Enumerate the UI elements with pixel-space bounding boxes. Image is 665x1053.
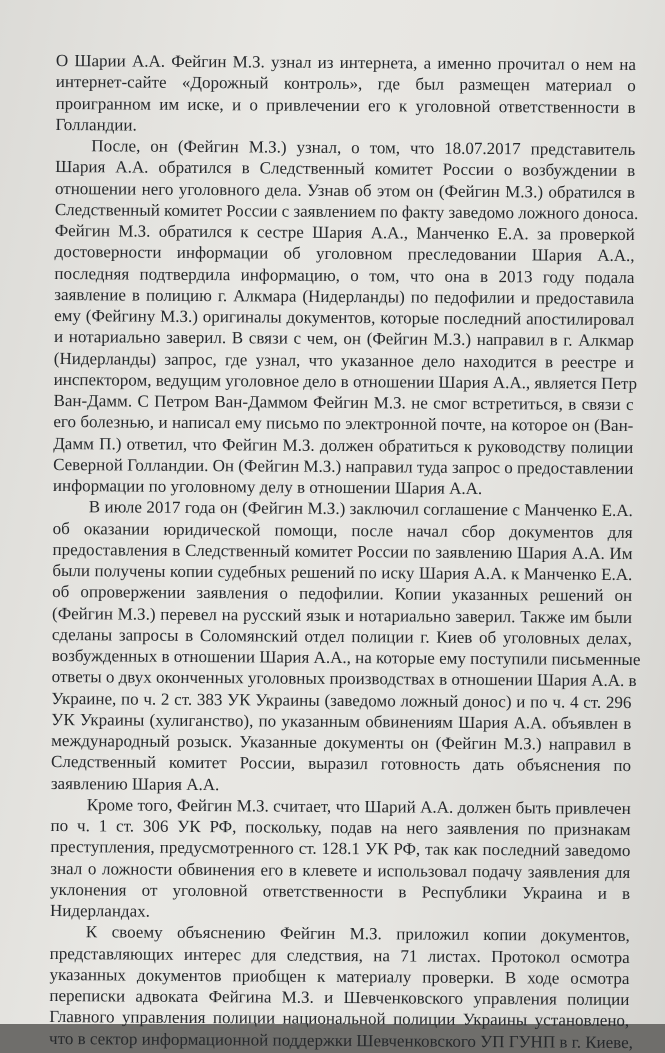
- text-line: сделаны запросы в Соломянский отдел полиции г. Киев об уголовных делах,: [51, 624, 632, 648]
- text-line: ему (Фейгину М.З.) оригиналы документов, которые последний апостилировал: [54, 305, 635, 330]
- text-line: Нидерландах.: [49, 900, 150, 921]
- text-line: УК Украины (хулиганство), по указанным обвинениям Шария А.А. объявлен в: [51, 709, 632, 733]
- text-line: достоверности информации об уголовном преследовании Шария А.А.,: [54, 242, 635, 266]
- text-line: знал о ложности обвинения его в клевете и использовал подачу заявления для: [50, 858, 631, 882]
- text-line: Ван-Дамм. С Петром Ван-Даммом Фейгин М.З. не смог встретиться, в связи с: [53, 390, 634, 415]
- text-line: К своему объяснению Фейгин М.З. приложил копии документов,: [85, 922, 630, 946]
- text-line: последняя подтвердила информацию, о том, что она в 2013 году подала: [54, 263, 635, 287]
- text-line: были получены копии судебных решений по иску Шария А.А. к Манченко Е.А.: [52, 560, 633, 585]
- text-line: Следственный комитет России с заявлением по факту заведомо ложного доноса.: [54, 199, 639, 223]
- text-line: заявление в полицию г. Алкмара (Нидерланды) по педофилии и предоставила: [54, 284, 635, 308]
- text-line: его болезнью, и написал ему письмо по электронной почте, на которое он (Ван-: [53, 412, 634, 436]
- text-line: Шария А.А. обратился в Следственный комитет России о возбуждении в: [55, 157, 636, 181]
- text-line: информации по уголовному делу в отношении Шария А.А.: [52, 475, 483, 498]
- text-line: Голландии.: [55, 114, 137, 135]
- text-line: указанных документов приобщен к материалу проверки. В ходе осмотра: [49, 964, 630, 988]
- text-line: Дамм П.) ответил, что Фейгин М.З. должен обратиться к руководству полиции: [53, 433, 634, 457]
- text-line: об опровержении заявления о педофилии. Копии указанных решений он: [52, 582, 633, 606]
- text-line: ответы о двух оконченных уголовных производствах в отношении Шария А.А. в: [51, 667, 637, 691]
- text-line: по ч. 1 ст. 306 УК РФ, поскольку, подав на него заявления по признакам: [50, 815, 631, 840]
- text-line: международный розыск. Указанные документы он (Фейгин М.З.) направил в: [51, 730, 632, 755]
- text-line: об оказании юридической помощи, после начал сбор документов для: [52, 518, 633, 542]
- text-line: интернет-сайте «Дорожный контроль», где был размещен материал о: [55, 72, 636, 96]
- text-line: переписки адвоката Фейгина М.З. и Шевченковского управления полиции: [49, 985, 630, 1010]
- text-line: инспектором, ведущим уголовное дело в отношении Шария А.А., является Петр: [53, 369, 638, 393]
- text-line: Северной Голландии. Он (Фейгин М.З.) направил туда запрос о предоставлении: [53, 454, 634, 478]
- text-line: проигранном им иске, и о привлечении его к уголовной ответственности в: [55, 93, 636, 117]
- text-line: (Фейгин М.З.) перевел на русский язык и нотариально заверил. Также им были: [52, 603, 633, 627]
- text-line: Украине, по ч. 2 ст. 383 УК Украины (заведомо ложный донос) и по ч. 4 ст. 296: [51, 688, 632, 712]
- text-line: После, он (Фейгин М.З.) узнал, о том, что 18.07.2017 представитель: [91, 136, 636, 160]
- text-line: Фейгин М.З. обратился к сестре Шария А.А., Манченко Е.А. за проверкой: [54, 220, 635, 245]
- text-line: и нотариально заверил. В связи с чем, он (Фейгин М.З.) направил в г. Алкмар: [53, 327, 635, 351]
- text-line: предоставления в Следственный комитет России по заявлению Шария А.А. Им: [52, 539, 633, 563]
- text-line: преступления, предусмотренного ст. 128.1 УК РФ, так как последний заведомо: [50, 837, 631, 861]
- text-line: заявлению Шария А.А.: [50, 773, 220, 794]
- text-line: Следственный комитет России, выразил готовность дать объяснения по: [50, 752, 632, 776]
- text-line: Главного управления полиции национальной полиции Украины установлено,: [49, 1007, 630, 1031]
- text-line: представляющих интерес для следствия, на 71 листах. Протокол осмотра: [49, 943, 630, 967]
- text-line: Кроме того, Фейгин М.З. считает, что Шарий А.А. должен быть привлечен: [86, 794, 631, 818]
- text-line: отношении него уголовного дела. Узнав об этом он (Фейгин М.З.) обратился в: [54, 178, 636, 202]
- text-line: О Шарии А.А. Фейгин М.З. узнал из интернета, а именно прочитал о нем на: [55, 50, 636, 75]
- text-line: возбужденных в отношении Шария А.А., на которые ему поступили письменные: [51, 645, 641, 670]
- text-line: уклонения от уголовной ответственности в Республики Украина и в: [50, 879, 631, 903]
- document-body: [49, 50, 641, 1053]
- text-line: что в сектор информационной поддержки Шевченковского УП ГУНП в г. Киеве,: [49, 1028, 634, 1052]
- text-line: (Нидерланды) запрос, где узнал, что указанное дело находится в реестре и: [53, 348, 634, 372]
- text-line: В июле 2017 года он (Фейгин М.З.) заключил соглашение с Манченко Е.А.: [88, 497, 633, 521]
